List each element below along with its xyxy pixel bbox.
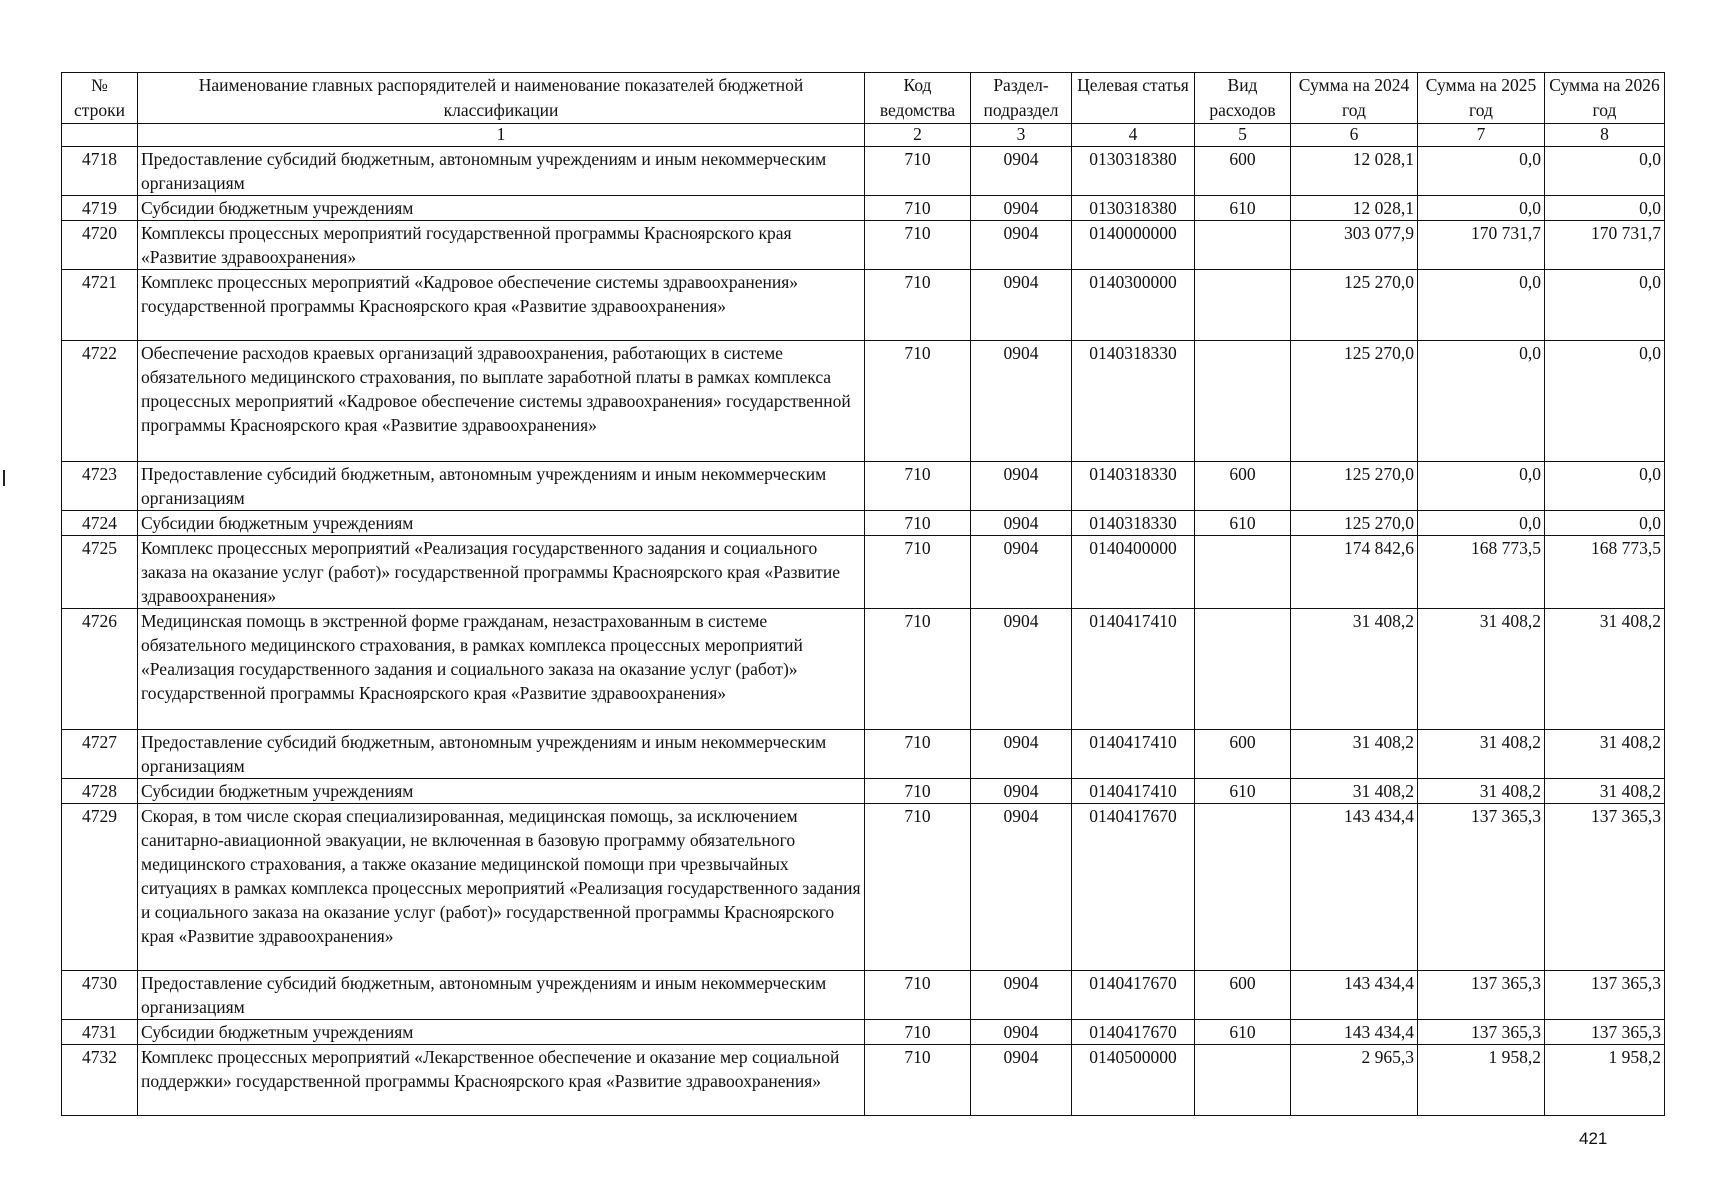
row-expense-type: 610 (1195, 511, 1291, 536)
column-index: 7 (1418, 124, 1545, 147)
row-number: 4723 (62, 462, 138, 511)
row-name: Медицинская помощь в экстренной форме гражданам, незастрахованным в системе обязательного медицинского страхования, в рамках комплекса процессных мероприятий «Реализация государственного задания и социального заказа на оказание услуг (работ)» государственной программы Красноярского края «Развитие здравоохранения» (138, 609, 865, 730)
row-dept-code: 710 (865, 536, 971, 609)
row-sum-2025: 1 958,2 (1418, 1045, 1545, 1116)
row-sum-2026: 0,0 (1545, 341, 1665, 462)
row-expense-type: 610 (1195, 1020, 1291, 1045)
row-name: Комплекс процессных мероприятий «Кадровое обеспечение системы здравоохранения» государственной программы Красноярского края «Развитие здравоохранения» (138, 270, 865, 341)
row-name: Субсидии бюджетным учреждениям (138, 196, 865, 221)
row-sum-2026: 137 365,3 (1545, 971, 1665, 1020)
column-index: 3 (971, 124, 1072, 147)
row-section: 0904 (971, 511, 1072, 536)
row-target-article: 0140500000 (1072, 1045, 1195, 1116)
row-sum-2025: 137 365,3 (1418, 971, 1545, 1020)
row-dept-code: 710 (865, 971, 971, 1020)
row-sum-2026: 168 773,5 (1545, 536, 1665, 609)
row-target-article: 0140417410 (1072, 779, 1195, 804)
row-dept-code: 710 (865, 341, 971, 462)
row-name: Субсидии бюджетным учреждениям (138, 779, 865, 804)
row-number: 4728 (62, 779, 138, 804)
row-sum-2024: 143 434,4 (1291, 1020, 1418, 1045)
row-sum-2026: 1 958,2 (1545, 1045, 1665, 1116)
row-sum-2025: 0,0 (1418, 270, 1545, 341)
table-row (62, 511, 1665, 536)
row-name: Комплекс процессных мероприятий «Лекарственное обеспечение и оказание мер социальной поддержки» государственной программы Красноярского края «Развитие здравоохранения» (138, 1045, 865, 1116)
row-sum-2025: 0,0 (1418, 511, 1545, 536)
row-expense-type (1195, 536, 1291, 609)
margin-mark (3, 470, 5, 486)
column-index: 1 (138, 124, 865, 147)
row-sum-2025: 168 773,5 (1418, 536, 1545, 609)
table-row (62, 147, 1665, 196)
row-name: Субсидии бюджетным учреждениям (138, 511, 865, 536)
row-name: Скорая, в том числе скорая специализированная, медицинская помощь, за исключением санитарно-авиационной эвакуации, не включенная в базовую программу обязательного медицинского страхования, а также оказание медицинской помощи при чрезвычайных ситуациях в рамках комплекса процессных мероприятий «Реализация государственного задания и социального заказа на оказание услуг (работ)» государственной программы Красноярского края «Развитие здравоохранения» (138, 804, 865, 971)
row-sum-2024: 125 270,0 (1291, 462, 1418, 511)
header-section: Раздел-подраздел (971, 73, 1072, 124)
row-number: 4725 (62, 536, 138, 609)
column-index-row (62, 124, 1665, 147)
table-row (62, 462, 1665, 511)
table-row (62, 196, 1665, 221)
table-row (62, 609, 1665, 730)
row-target-article: 0130318380 (1072, 147, 1195, 196)
row-target-article: 0140417670 (1072, 971, 1195, 1020)
row-sum-2024: 12 028,1 (1291, 147, 1418, 196)
row-section: 0904 (971, 536, 1072, 609)
row-sum-2026: 170 731,7 (1545, 221, 1665, 270)
row-section: 0904 (971, 196, 1072, 221)
row-sum-2024: 303 077,9 (1291, 221, 1418, 270)
row-target-article: 0140318330 (1072, 341, 1195, 462)
row-dept-code: 710 (865, 462, 971, 511)
row-expense-type: 600 (1195, 147, 1291, 196)
header-row (62, 73, 1665, 124)
row-sum-2025: 170 731,7 (1418, 221, 1545, 270)
row-sum-2026: 0,0 (1545, 270, 1665, 341)
row-section: 0904 (971, 779, 1072, 804)
table-row (62, 730, 1665, 779)
row-sum-2024: 31 408,2 (1291, 730, 1418, 779)
row-sum-2024: 125 270,0 (1291, 270, 1418, 341)
row-sum-2026: 0,0 (1545, 462, 1665, 511)
row-section: 0904 (971, 1045, 1072, 1116)
row-dept-code: 710 (865, 1020, 971, 1045)
table-row (62, 1045, 1665, 1116)
table-row (62, 804, 1665, 971)
row-sum-2025: 0,0 (1418, 462, 1545, 511)
row-number: 4731 (62, 1020, 138, 1045)
row-dept-code: 710 (865, 511, 971, 536)
row-sum-2024: 2 965,3 (1291, 1045, 1418, 1116)
table-body (62, 147, 1665, 1116)
header-sum-2025: Сумма на 2025 год (1418, 73, 1545, 124)
table-row (62, 971, 1665, 1020)
row-number: 4724 (62, 511, 138, 536)
row-number: 4720 (62, 221, 138, 270)
row-target-article: 0140417670 (1072, 804, 1195, 971)
row-sum-2024: 174 842,6 (1291, 536, 1418, 609)
budget-table (61, 72, 1665, 1116)
row-target-article: 0140300000 (1072, 270, 1195, 341)
row-target-article: 0140318330 (1072, 462, 1195, 511)
row-expense-type (1195, 609, 1291, 730)
row-sum-2026: 137 365,3 (1545, 1020, 1665, 1045)
row-name: Комплекс процессных мероприятий «Реализация государственного задания и социального заказа на оказание услуг (работ)» государственной программы Красноярского края «Развитие здравоохранения» (138, 536, 865, 609)
row-expense-type: 610 (1195, 196, 1291, 221)
table-row (62, 270, 1665, 341)
row-sum-2024: 143 434,4 (1291, 804, 1418, 971)
table-row (62, 1020, 1665, 1045)
row-section: 0904 (971, 1020, 1072, 1045)
column-index: 6 (1291, 124, 1418, 147)
header-dept-code: Код ведомства (865, 73, 971, 124)
row-number: 4727 (62, 730, 138, 779)
row-dept-code: 710 (865, 609, 971, 730)
row-dept-code: 710 (865, 730, 971, 779)
row-expense-type (1195, 270, 1291, 341)
row-number: 4718 (62, 147, 138, 196)
row-name: Комплексы процессных мероприятий государственной программы Красноярского края «Развитие здравоохранения» (138, 221, 865, 270)
row-dept-code: 710 (865, 196, 971, 221)
column-index: 2 (865, 124, 971, 147)
row-sum-2025: 31 408,2 (1418, 779, 1545, 804)
row-name: Предоставление субсидий бюджетным, автономным учреждениям и иным некоммерческим организациям (138, 462, 865, 511)
table-row (62, 779, 1665, 804)
column-index: 4 (1072, 124, 1195, 147)
row-number: 4729 (62, 804, 138, 971)
row-sum-2026: 31 408,2 (1545, 779, 1665, 804)
row-sum-2026: 0,0 (1545, 511, 1665, 536)
row-sum-2025: 0,0 (1418, 147, 1545, 196)
table-row (62, 221, 1665, 270)
header-row-no: № строки (62, 73, 138, 124)
row-section: 0904 (971, 270, 1072, 341)
row-target-article: 0130318380 (1072, 196, 1195, 221)
row-sum-2026: 31 408,2 (1545, 730, 1665, 779)
row-sum-2025: 31 408,2 (1418, 730, 1545, 779)
row-sum-2026: 31 408,2 (1545, 609, 1665, 730)
row-section: 0904 (971, 971, 1072, 1020)
row-expense-type: 600 (1195, 971, 1291, 1020)
row-section: 0904 (971, 730, 1072, 779)
row-target-article: 0140417410 (1072, 609, 1195, 730)
row-section: 0904 (971, 462, 1072, 511)
row-expense-type: 600 (1195, 462, 1291, 511)
row-sum-2025: 0,0 (1418, 196, 1545, 221)
row-sum-2024: 143 434,4 (1291, 971, 1418, 1020)
row-section: 0904 (971, 804, 1072, 971)
row-section: 0904 (971, 147, 1072, 196)
row-section: 0904 (971, 341, 1072, 462)
column-index: 5 (1195, 124, 1291, 147)
row-target-article: 0140000000 (1072, 221, 1195, 270)
row-sum-2025: 137 365,3 (1418, 1020, 1545, 1045)
row-target-article: 0140400000 (1072, 536, 1195, 609)
row-number: 4732 (62, 1045, 138, 1116)
row-dept-code: 710 (865, 804, 971, 971)
row-sum-2025: 0,0 (1418, 341, 1545, 462)
row-dept-code: 710 (865, 779, 971, 804)
row-expense-type (1195, 1045, 1291, 1116)
row-sum-2024: 31 408,2 (1291, 779, 1418, 804)
row-name: Предоставление субсидий бюджетным, автономным учреждениям и иным некоммерческим организациям (138, 147, 865, 196)
row-sum-2025: 137 365,3 (1418, 804, 1545, 971)
column-index (62, 124, 138, 147)
page-number: 421 (1579, 1129, 1608, 1148)
row-section: 0904 (971, 221, 1072, 270)
row-number: 4722 (62, 341, 138, 462)
header-name: Наименование главных распорядителей и наименование показателей бюджетной классификации (138, 73, 865, 124)
header-sum-2026: Сумма на 2026 год (1545, 73, 1665, 124)
row-expense-type (1195, 341, 1291, 462)
row-sum-2026: 0,0 (1545, 147, 1665, 196)
table-row (62, 536, 1665, 609)
row-sum-2024: 31 408,2 (1291, 609, 1418, 730)
row-expense-type (1195, 221, 1291, 270)
row-sum-2024: 125 270,0 (1291, 341, 1418, 462)
header-sum-2024: Сумма на 2024 год (1291, 73, 1418, 124)
row-expense-type: 600 (1195, 730, 1291, 779)
row-name: Обеспечение расходов краевых организаций здравоохранения, работающих в системе обязательного медицинского страхования, по выплате заработной платы в рамках комплекса процессных мероприятий «Кадровое обеспечение системы здравоохранения» государственной программы Красноярского края «Развитие здравоохранения» (138, 341, 865, 462)
row-section: 0904 (971, 609, 1072, 730)
header-expense-type: Вид расходов (1195, 73, 1291, 124)
row-expense-type: 610 (1195, 779, 1291, 804)
row-target-article: 0140318330 (1072, 511, 1195, 536)
row-dept-code: 710 (865, 1045, 971, 1116)
row-sum-2024: 125 270,0 (1291, 511, 1418, 536)
row-number: 4730 (62, 971, 138, 1020)
row-sum-2025: 31 408,2 (1418, 609, 1545, 730)
row-name: Предоставление субсидий бюджетным, автономным учреждениям и иным некоммерческим организациям (138, 730, 865, 779)
header-target-article: Целевая статья (1072, 73, 1195, 124)
row-dept-code: 710 (865, 221, 971, 270)
column-index: 8 (1545, 124, 1665, 147)
row-expense-type (1195, 804, 1291, 971)
row-dept-code: 710 (865, 147, 971, 196)
row-name: Субсидии бюджетным учреждениям (138, 1020, 865, 1045)
row-number: 4726 (62, 609, 138, 730)
row-sum-2024: 12 028,1 (1291, 196, 1418, 221)
row-target-article: 0140417670 (1072, 1020, 1195, 1045)
row-sum-2026: 0,0 (1545, 196, 1665, 221)
row-target-article: 0140417410 (1072, 730, 1195, 779)
row-name: Предоставление субсидий бюджетным, автономным учреждениям и иным некоммерческим организациям (138, 971, 865, 1020)
row-number: 4721 (62, 270, 138, 341)
table-row (62, 341, 1665, 462)
row-dept-code: 710 (865, 270, 971, 341)
row-sum-2026: 137 365,3 (1545, 804, 1665, 971)
row-number: 4719 (62, 196, 138, 221)
